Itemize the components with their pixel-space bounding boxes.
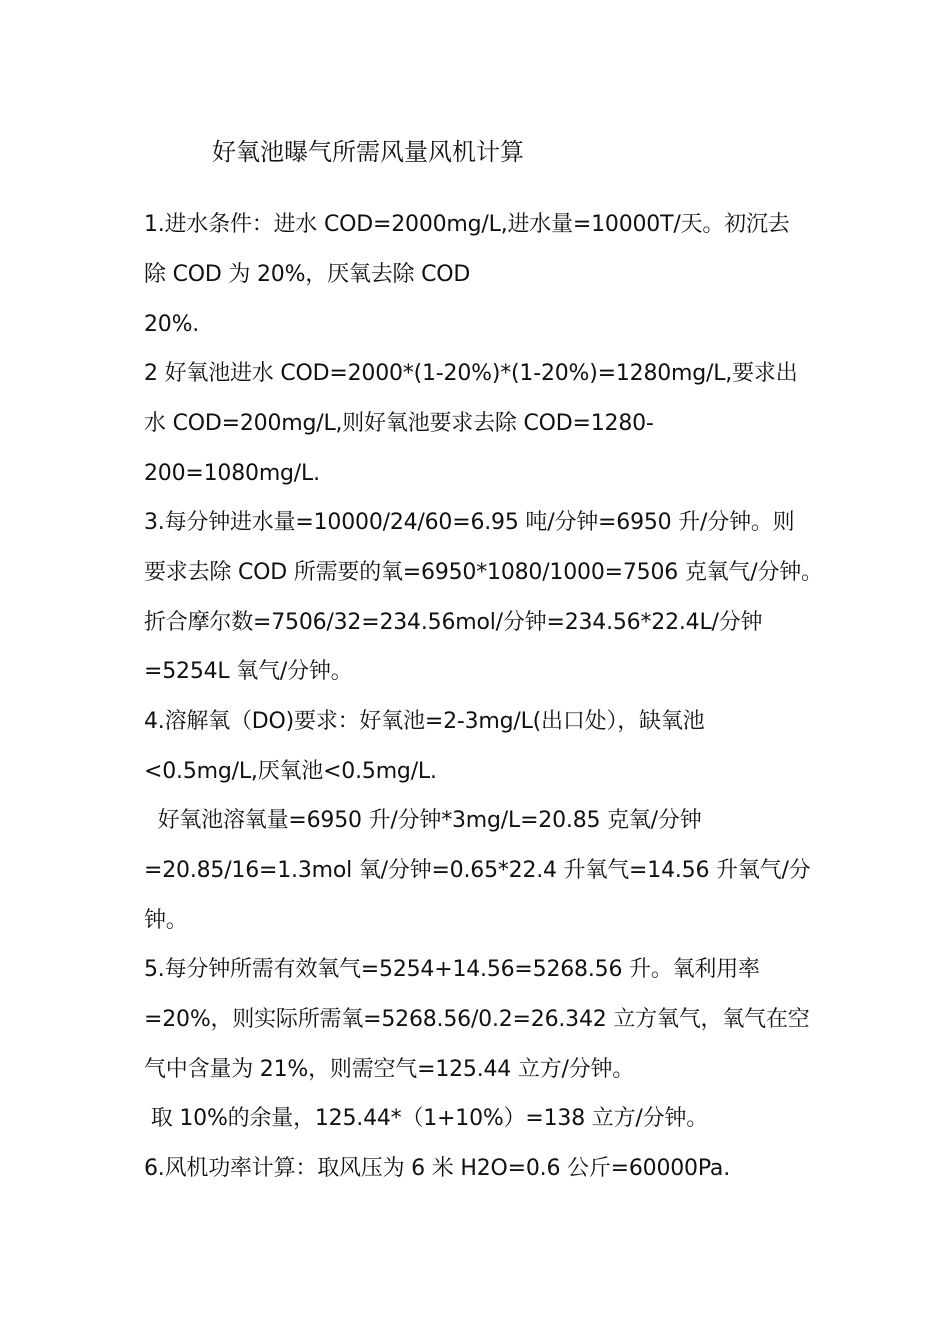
text-line-6: 200=1080mg/L. xyxy=(144,461,320,486)
text-line-3: 20%. xyxy=(144,312,200,337)
text-line-5: 水 COD=200mg/L,则好氧池要求去除 COD=1280- xyxy=(144,411,654,436)
text-line-1: 1.进水条件：进水 COD=2000mg/L,进水量=10000T/天。初沉去 xyxy=(144,212,790,237)
text-line-18: 气中含量为 21%，则需空气=125.44 立方/分钟。 xyxy=(144,1057,635,1082)
text-line-15: 钟。 xyxy=(144,908,188,933)
text-line-19: 取 10%的余量，125.44*（1+10%）=138 立方/分钟。 xyxy=(144,1106,709,1131)
text-line-17: =20%，则实际所需氧=5268.56/0.2=26.342 立方氧气，氧气在空 xyxy=(144,1007,810,1032)
text-line-8: 要求去除 COD 所需要的氧=6950*1080/1000=7506 克氧气/分钟。 xyxy=(144,560,823,585)
text-line-13: 好氧池溶氧量=6950 升/分钟*3mg/L=20.85 克氧/分钟 xyxy=(144,808,702,833)
text-line-12: <0.5mg/L,厌氧池<0.5mg/L. xyxy=(144,759,437,784)
text-line-10: =5254L 氧气/分钟。 xyxy=(144,659,353,684)
text-line-16: 5.每分钟所需有效氧气=5254+14.56=5268.56 升。氧利用率 xyxy=(144,957,760,982)
text-line-14: =20.85/16=1.3mol 氧/分钟=0.65*22.4 升氧气=14.56 升氧气/分 xyxy=(144,858,811,883)
text-line-11: 4.溶解氧（DO)要求：好氧池=2-3mg/L(出口处），缺氧池 xyxy=(144,709,705,734)
text-line-9: 折合摩尔数=7506/32=234.56mol/分钟=234.56*22.4L/分钟 xyxy=(144,610,763,635)
text-line-4: 2 好氧池进水 COD=2000*(1-20%)*(1-20%)=1280mg/L,要求出 xyxy=(144,361,798,386)
text-line-2: 除 COD 为 20%，厌氧去除 COD xyxy=(144,262,471,287)
document-title: 好氧池曝气所需风量风机计算 xyxy=(212,138,524,166)
text-line-20: 6.风机功率计算：取风压为 6 米 H2O=0.6 公斤=60000Pa. xyxy=(144,1156,731,1181)
text-line-7: 3.每分钟进水量=10000/24/60=6.95 吨/分钟=6950 升/分钟。则 xyxy=(144,510,795,535)
